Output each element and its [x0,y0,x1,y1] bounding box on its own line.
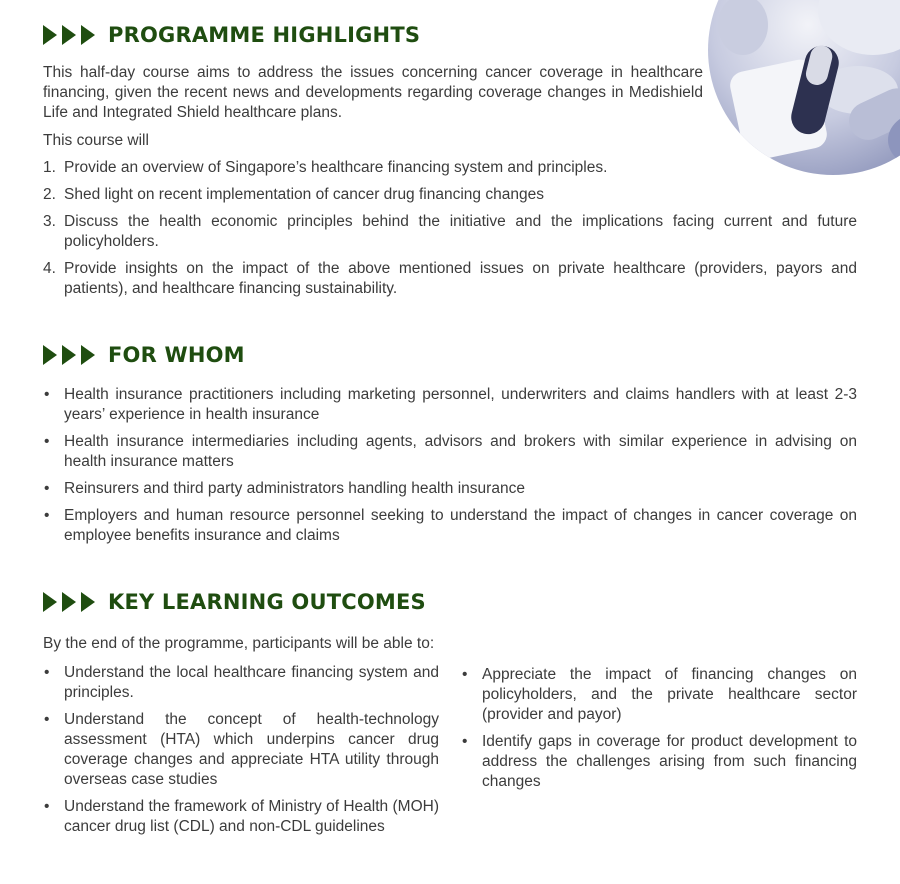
heading-text: FOR WHOM [108,343,245,367]
list-item: 2. Shed light on recent implementation of cancer drug financing changes [43,186,544,203]
key-learning-outcomes-heading [43,589,426,615]
list-item: 3. Discuss the health economic principles behind the initiative and the implications facing current and future policyholders. [43,213,857,250]
for-whom-heading [43,342,245,368]
list-item: • Health insurance intermediaries including agents, advisors and brokers with similar experience in advising on health insurance matters [44,433,857,470]
triple-arrow-icon [43,25,95,45]
programme-highlights-heading [43,22,420,48]
list-item: 1. Provide an overview of Singapore’s healthcare financing system and principles. [43,159,608,176]
list-item: • Reinsurers and third party administrators handling health insurance [44,480,525,497]
list-item: • Appreciate the impact of financing changes on policyholders, and the private healthcare sector (provider and payor) [462,666,857,723]
pills-photo [708,0,900,175]
list-item: • Identify gaps in coverage for product development to address the challenges arising from such financing changes [462,733,857,790]
list-item: • Employers and human resource personnel seeking to understand the impact of changes in cancer coverage on employee benefits insurance and claims [44,507,857,544]
heading-text: PROGRAMME HIGHLIGHTS [108,23,421,47]
highlights-list [43,158,857,306]
highlights-intro: This half-day course aims to address the issues concerning cancer coverage in healthcare financing, given the recent news and developments regarding coverage changes in Medishield Life and Integrated Shield healthcare plans. [43,64,703,121]
triple-arrow-icon [43,592,95,612]
outcomes-list-right [461,665,857,799]
list-item: • Health insurance practitioners including marketing personnel, underwriters and claims handlers with at least 2-3 years’ experience in health insurance [44,386,857,423]
list-item: • Understand the local healthcare financing system and principles. [44,664,439,701]
outcomes-lead: By the end of the programme, participants will be able to: [43,635,435,652]
highlights-lead: This course will [43,132,149,149]
list-item: 4. Provide insights on the impact of the above mentioned issues on private healthcare (providers, payors and patients), and healthcare financing sustainability. [43,260,857,297]
triple-arrow-icon [43,345,95,365]
heading-text: KEY LEARNING OUTCOMES [108,590,426,614]
for-whom-list [43,385,857,553]
list-item: • Understand the concept of health-technology assessment (HTA) which underpins cancer drug coverage changes and appreciate HTA utility through overseas case studies [44,711,439,788]
outcomes-list-left [43,663,439,844]
list-item: • Understand the framework of Ministry of Health (MOH) cancer drug list (CDL) and non-CDL guidelines [44,798,439,835]
